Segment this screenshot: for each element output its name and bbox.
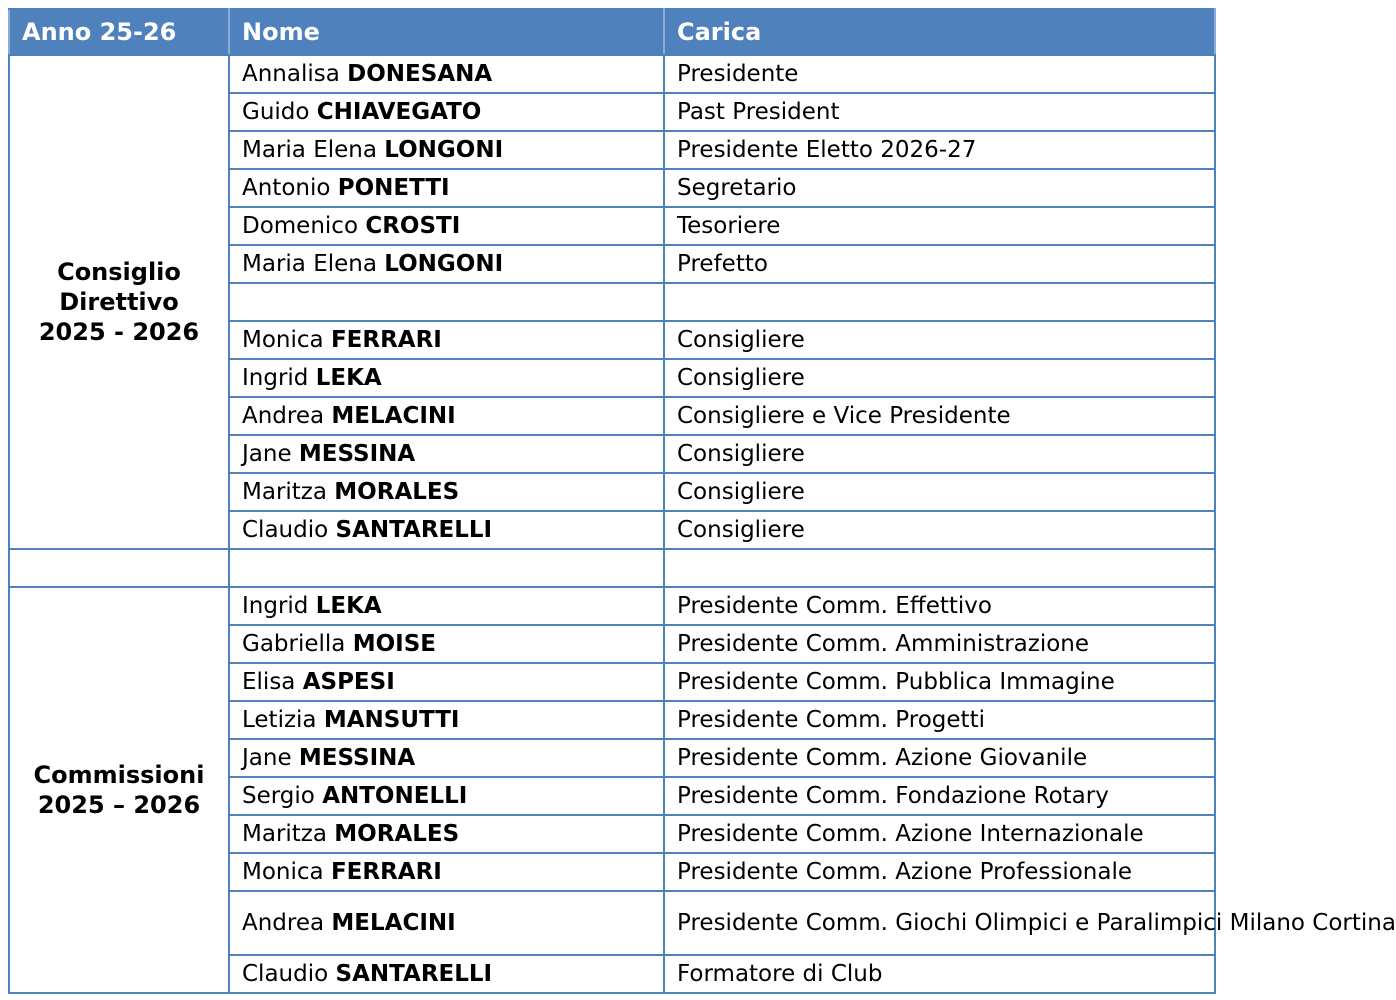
- first-name: Maritza: [242, 821, 327, 847]
- commissioni-section-label: [9, 587, 229, 993]
- first-name: Andrea: [242, 910, 325, 936]
- name-cell: [229, 955, 664, 993]
- first-name: Annalisa: [242, 61, 340, 87]
- role-cell: Segretario: [664, 169, 1215, 207]
- role-cell: Consigliere e Vice Presidente: [664, 397, 1215, 435]
- role-cell: Presidente Comm. Azione Professionale: [664, 853, 1215, 891]
- name-cell: [229, 663, 664, 701]
- name-cell: [229, 435, 664, 473]
- section-label-line: Commissioni: [33, 761, 205, 789]
- first-name: Gabriella: [242, 631, 346, 657]
- role-cell: Presidente Comm. Azione Internazionale: [664, 815, 1215, 853]
- name-cell: [229, 777, 664, 815]
- name-cell: [229, 815, 664, 853]
- name-cell: [229, 245, 664, 283]
- name-cell: [229, 739, 664, 777]
- first-name: Sergio: [242, 783, 315, 809]
- header-carica: Carica: [664, 9, 1215, 55]
- first-name: Andrea: [242, 403, 325, 429]
- last-name: LEKA: [315, 365, 382, 391]
- section-label-line: 2025 – 2026: [37, 791, 201, 819]
- roster-body: [9, 55, 1396, 993]
- last-name: SANTARELLI: [335, 961, 493, 987]
- first-name: Maritza: [242, 479, 327, 505]
- name-cell: [229, 93, 664, 131]
- name-cell: [229, 131, 664, 169]
- last-name: ANTONELLI: [322, 783, 468, 809]
- last-name: MANSUTTI: [323, 707, 460, 733]
- first-name: Monica: [242, 859, 324, 885]
- last-name: FERRARI: [330, 327, 442, 353]
- last-name: CHIAVEGATO: [316, 99, 482, 125]
- last-name: MELACINI: [331, 910, 456, 936]
- role-cell: Past President: [664, 93, 1215, 131]
- first-name: Claudio: [242, 961, 329, 987]
- first-name: Ingrid: [242, 593, 309, 619]
- first-name: Letizia: [242, 707, 317, 733]
- name-cell: [229, 891, 664, 955]
- first-name: Elisa: [242, 669, 296, 695]
- last-name: FERRARI: [330, 859, 442, 885]
- first-name: Monica: [242, 327, 324, 353]
- last-name: MESSINA: [298, 745, 416, 771]
- role-cell: Consigliere: [664, 473, 1215, 511]
- name-cell: [229, 397, 664, 435]
- first-name: Maria Elena: [242, 251, 377, 277]
- last-name: ASPESI: [302, 669, 395, 695]
- roster-container: [8, 8, 1396, 994]
- role-cell: Presidente Comm. Amministrazione: [664, 625, 1215, 663]
- last-name: LEKA: [315, 593, 382, 619]
- first-name: Jane: [242, 745, 292, 771]
- role-cell: Presidente Comm. Pubblica Immagine: [664, 663, 1215, 701]
- name-cell: [229, 321, 664, 359]
- role-cell: Prefetto: [664, 245, 1215, 283]
- role-cell: Presidente: [664, 55, 1215, 93]
- empty-cell: [229, 549, 664, 587]
- last-name: SANTARELLI: [335, 517, 493, 543]
- last-name: LONGONI: [384, 251, 504, 277]
- name-cell: [229, 473, 664, 511]
- name-cell: [229, 853, 664, 891]
- last-name: DONESANA: [347, 61, 493, 87]
- role-cell: Consigliere: [664, 321, 1215, 359]
- name-cell: [229, 625, 664, 663]
- last-name: MORALES: [334, 821, 460, 847]
- last-name: MORALES: [334, 479, 460, 505]
- role-cell: Tesoriere: [664, 207, 1215, 245]
- role-cell: Presidente Eletto 2026-27: [664, 131, 1215, 169]
- role-cell: Formatore di Club: [664, 955, 1215, 993]
- last-name: MELACINI: [331, 403, 456, 429]
- role-cell: Presidente Comm. Fondazione Rotary: [664, 777, 1215, 815]
- name-cell: [229, 511, 664, 549]
- first-name: Claudio: [242, 517, 329, 543]
- role-cell: Presidente Comm. Effettivo: [664, 587, 1215, 625]
- last-name: MOISE: [352, 631, 436, 657]
- table-row: [9, 587, 1215, 625]
- role-cell: Presidente Comm. Azione Giovanile: [664, 739, 1215, 777]
- section-label-line: Direttivo: [59, 288, 179, 316]
- roster-table: [8, 8, 1396, 994]
- first-name: Domenico: [242, 213, 359, 239]
- last-name: LONGONI: [384, 137, 504, 163]
- name-cell: [229, 283, 664, 321]
- header-anno: Anno 25-26: [9, 9, 229, 55]
- role-cell: [664, 283, 1215, 321]
- empty-cell: [9, 549, 229, 587]
- spacer-row: [9, 549, 1215, 587]
- last-name: PONETTI: [337, 175, 450, 201]
- empty-cell: [664, 549, 1215, 587]
- role-cell: Presidente Comm. Progetti: [664, 701, 1215, 739]
- first-name: Ingrid: [242, 365, 309, 391]
- name-cell: [229, 55, 664, 93]
- name-cell: [229, 207, 664, 245]
- role-cell: Consigliere: [664, 435, 1215, 473]
- role-cell: Presidente Comm. Giochi Olimpici e Paralimpici Milano Cortina: [664, 891, 1215, 955]
- name-cell: [229, 587, 664, 625]
- header-nome: Nome: [229, 9, 664, 55]
- consiglio-section-label: [9, 55, 229, 549]
- section-label-line: 2025 - 2026: [38, 318, 200, 346]
- role-cell: Consigliere: [664, 511, 1215, 549]
- name-cell: [229, 169, 664, 207]
- name-cell: [229, 701, 664, 739]
- name-cell: [229, 359, 664, 397]
- header-row: [9, 9, 1215, 55]
- first-name: Jane: [242, 441, 292, 467]
- last-name: MESSINA: [298, 441, 416, 467]
- section-label-line: Consiglio: [57, 258, 181, 286]
- first-name: Maria Elena: [242, 137, 377, 163]
- first-name: Guido: [242, 99, 310, 125]
- first-name: Antonio: [242, 175, 331, 201]
- role-cell: Consigliere: [664, 359, 1215, 397]
- last-name: CROSTI: [365, 213, 461, 239]
- table-row: [9, 55, 1215, 93]
